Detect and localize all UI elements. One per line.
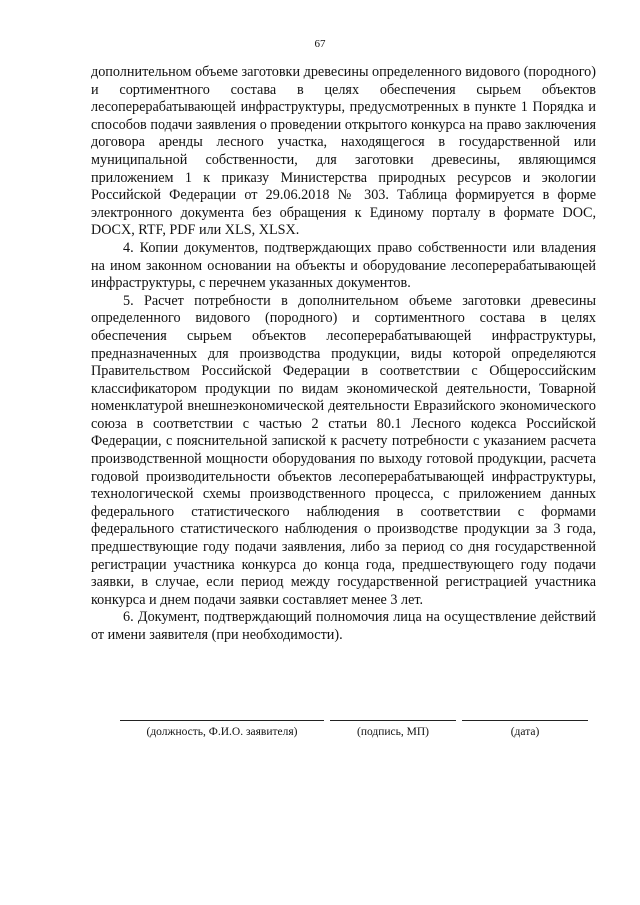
date-line	[462, 720, 588, 721]
page-number: 67	[314, 38, 326, 50]
paragraph-continuation: дополнительном объеме заготовки древесины определенного видового (породного) и сортиментного состава в целях обеспечения сырьем объектов лесоперерабатывающей инфраструктуры, предусмотренных в пункте 1 Порядка и способов подачи заявления о проведении открытого конкурса на право заключения договора аренды лесного участка, находящегося в государственной или муниципальной собственности, для заготовки древесины, являющимся приложением 1 к приказу Министерства природных ресурсов и экологии Российской Федерации от 29.06.2018 № 303. Таблица формируется в форме электронного документа без обращения к Единому порталу в формате DOC, DOCX, RTF, PDF или XLS, XLSX.	[91, 64, 596, 239]
applicant-position-field	[120, 720, 324, 738]
signature-caption: (подпись, МП)	[356, 726, 430, 738]
paragraph-item-5: 5. Расчет потребности в дополнительном объеме заготовки древесины определенного видового (породного) и сортиментного состава в целях обеспечения сырьем объектов лесоперерабатывающей инфраструктуры, предназначенных для производства продукции, виды которой определяются Правительством Российской Федерации в соответствии с Общероссийским классификатором продукции по видам экономической деятельности, Товарной номенклатурой внешнеэкономической деятельности Евразийского экономического союза в соответствии с частью 2 статьи 80.1 Лесного кодекса Российской Федерации, с пояснительной запиской к расчету потребности с указанием расчета производственной мощности оборудования по выходу готовой продукции, расчета годовой производительности объектов лесоперерабатывающей инфраструктуры, технологической схемы производственного процесса, с приложением данных федерального статистического наблюдения в соответствии с формами федерального статистического наблюдения о производстве продукции за 3 года, предшествующие году подачи заявления, либо за период со дня государственной регистрации участника конкурса до конца года, предшествующего году подачи заявки, в случае, если период между государственной регистрацией участника конкурса и днем подачи заявки составляет менее 3 лет.	[91, 292, 596, 608]
paragraph-item-4: 4. Копии документов, подтверждающих право собственности или владения на ином законном основании на объекты и оборудование лесоперерабатывающей инфраструктуры, с перечнем указанных документов.	[91, 239, 596, 292]
date-caption: (дата)	[510, 726, 540, 738]
signature-line	[330, 720, 456, 721]
signature-block	[120, 720, 590, 760]
date-field	[462, 720, 588, 738]
paragraph-item-6: 6. Документ, подтверждающий полномочия лица на осуществление действий от имени заявителя (при необходимости).	[91, 609, 596, 643]
applicant-position-caption: (должность, Ф.И.О. заявителя)	[146, 726, 298, 738]
applicant-position-line	[120, 720, 324, 721]
document-body	[91, 64, 596, 645]
signature-field	[330, 720, 456, 738]
